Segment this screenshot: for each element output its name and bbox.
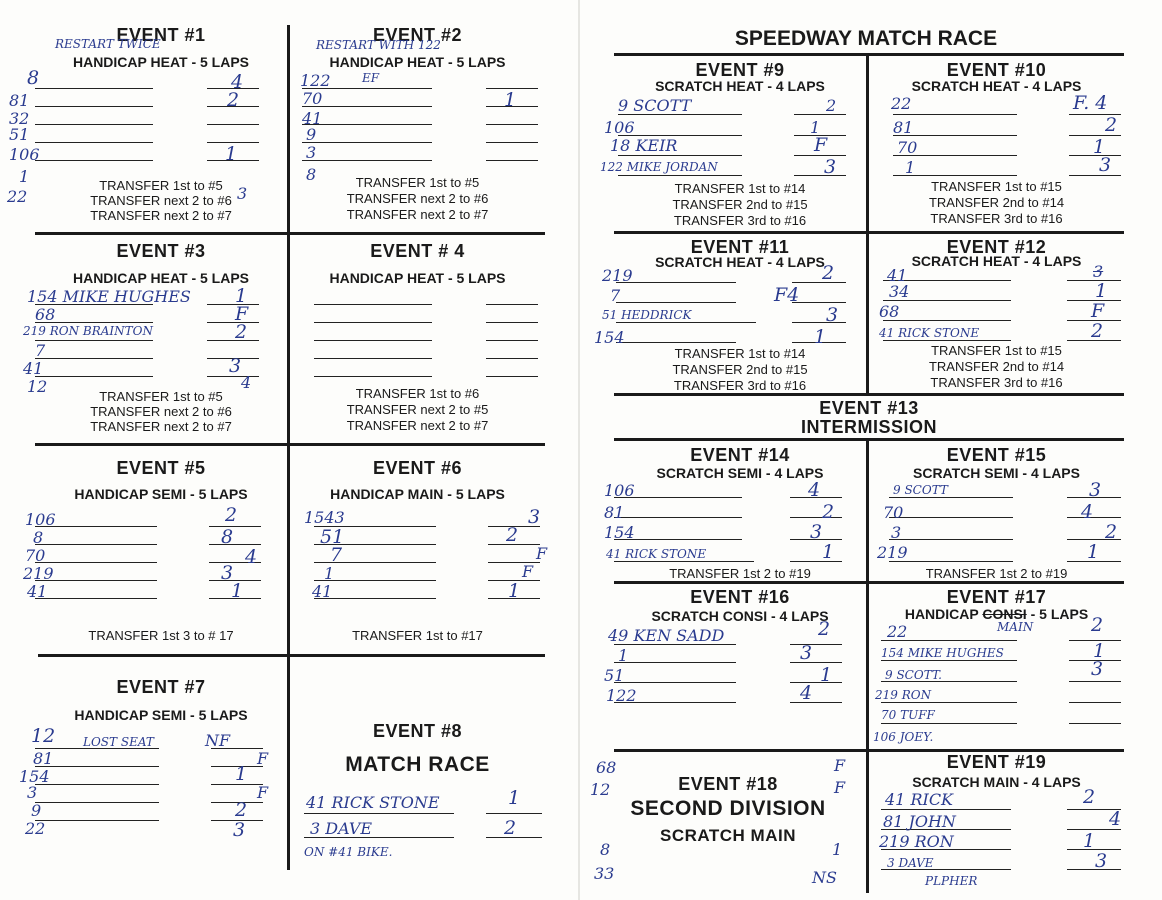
rider-entry: 219 RON BRAINTON (23, 324, 154, 338)
rider-entry: 81 JOHN (883, 812, 956, 831)
event-note: RESTART TWICE (55, 37, 161, 51)
rider-entry: 68 (879, 302, 900, 321)
result-entry: 3 (826, 304, 839, 326)
result-entry: 2 (504, 817, 517, 839)
transfer-line: TRANSFER 1st to #5 (99, 178, 223, 193)
result-entry: 1 (810, 118, 821, 137)
event-subtitle: SECOND DIVISION (630, 797, 826, 820)
event-title: EVENT #15 (946, 445, 1047, 465)
page-fold (578, 0, 580, 900)
event-title: EVENT #8 (372, 721, 463, 741)
result-entry: 3 (810, 521, 823, 543)
rider-entry: 12 (590, 780, 611, 799)
transfer-line: TRANSFER 1st to #5 (99, 389, 223, 404)
transfer-line: TRANSFER 3rd to #16 (673, 378, 807, 393)
result-entry: 2 (235, 799, 248, 821)
event-title: EVENT #6 (372, 458, 463, 478)
result-entry: F (1091, 300, 1105, 322)
result-entry: F. 4 (1073, 92, 1108, 114)
result-entry: 1 (231, 580, 244, 602)
event-subtitle: SCRATCH HEAT - 4 LAPS (655, 78, 825, 94)
result-entry: 2 (1105, 521, 1118, 543)
result-entry: F (814, 134, 828, 156)
rider-entry: 122 (300, 71, 331, 90)
result-entry: 2 (1105, 114, 1118, 136)
rider-entry: 41 RICK STONE (306, 793, 440, 812)
event-title: EVENT #18 (678, 774, 778, 794)
rider-entry: 9 SCOTT (618, 96, 692, 115)
event-subtitle: SCRATCH SEMI - 4 LAPS (656, 465, 824, 481)
rider-entry: 22 (7, 187, 28, 206)
event-subtitle: HANDICAP CONSI - 5 LAPS (904, 606, 1089, 622)
event-title: EVENT #13 (819, 398, 919, 418)
subtitle-correction: MAIN (997, 620, 1034, 634)
event-title: EVENT #1 (116, 25, 206, 45)
result-entry: 3 (824, 156, 837, 178)
result-entry: 2 (227, 89, 240, 111)
transfer-line: TRANSFER next 2 to #7 (346, 418, 489, 433)
event-title: EVENT #2 (372, 25, 463, 45)
result-entry: 1 (822, 541, 835, 563)
rider-entry: 154 MIKE HUGHES (27, 287, 191, 306)
result-entry: 1 (235, 763, 248, 785)
rider-entry: 219 (602, 266, 633, 285)
rider-entry: 9 SCOTT. (885, 668, 942, 682)
event-11 (594, 234, 866, 393)
rider-entry: 7 (35, 341, 46, 360)
rider-entry: 81 (893, 118, 914, 137)
event-2 (290, 25, 545, 232)
event-14 (604, 441, 866, 581)
rider-entry: 106 JOEY. (873, 730, 934, 744)
rider-entry: 219 (877, 543, 908, 562)
rider-entry: 68 (35, 305, 56, 324)
rider-entry: 219 RON (879, 832, 954, 851)
transfer-line: TRANSFER 2nd to #15 (672, 197, 808, 212)
result-entry: 3 (233, 819, 246, 841)
event-subtitle-2: SCRATCH MAIN (659, 826, 796, 845)
result-entry: 1 (225, 143, 238, 165)
result-entry: 2 (822, 262, 835, 284)
rider-entry: 41 (302, 109, 323, 128)
result-entry: 2 (225, 504, 238, 526)
event-title: EVENT #10 (946, 60, 1047, 80)
rider-entry: 9 SCOTT (893, 483, 948, 497)
rider-entry: 22 (891, 94, 912, 113)
transfer-line: TRANSFER 1st 2 to #19 (925, 566, 1068, 581)
transfer-line: TRANSFER 3rd to #16 (930, 211, 1063, 226)
event-subtitle: HANDICAP HEAT - 5 LAPS (329, 54, 506, 70)
event-4 (290, 235, 545, 443)
event-1 (7, 25, 287, 232)
rider-entry: 7 (330, 544, 343, 566)
result-entry: 2 (1091, 320, 1104, 342)
result-entry: 1 (235, 285, 248, 307)
rider-entry: 51 (604, 666, 625, 685)
rider-entry: 154 (594, 328, 625, 347)
event-title: EVENT #19 (946, 752, 1047, 772)
event-note: RESTART WITH 122 (316, 38, 441, 52)
rider-entry: 1 (19, 167, 30, 186)
event-subtitle: HANDICAP SEMI - 5 LAPS (74, 707, 248, 723)
rider-entry: 154 (19, 767, 50, 786)
event-17 (869, 584, 1124, 749)
event-13 (614, 396, 1124, 438)
rider-entry: 3 DAVE (887, 856, 934, 870)
result-entry: 1 (504, 89, 517, 111)
transfer-line: TRANSFER next 2 to #6 (90, 193, 232, 208)
event-subtitle: SCRATCH MAIN - 4 LAPS (912, 774, 1081, 790)
result-entry: 3 (800, 642, 813, 664)
transfer-line: TRANSFER 1st to #17 (352, 628, 483, 643)
result-entry: 2 (818, 618, 831, 640)
event-15 (869, 441, 1124, 581)
result-entry: F (235, 303, 249, 325)
transfer-line: TRANSFER 1st to #6 (355, 386, 480, 401)
transfer-line: TRANSFER next 2 to #7 (346, 207, 489, 222)
result-entry: F (834, 778, 846, 797)
entry-note: EF (362, 71, 380, 85)
result-entry: 2 (1091, 614, 1104, 636)
rider-entry: 49 KEN SADD (608, 626, 725, 645)
event-subtitle: SCRATCH HEAT - 4 LAPS (911, 78, 1082, 94)
rider-entry: 9 (306, 125, 317, 144)
result-entry: 3 (1095, 850, 1108, 872)
rider-entry: 70 (302, 89, 323, 108)
rider-entry: 68 (596, 758, 617, 777)
rider-entry: 122 MIKE JORDAN (600, 160, 718, 174)
rider-entry: 1 (324, 564, 335, 583)
rider-entry: 33 (594, 864, 615, 883)
rider-entry: 1 (618, 646, 629, 665)
result-entry: 4 (245, 546, 258, 568)
rider-entry: 219 RON (875, 688, 932, 702)
rider-entry: 8 (306, 165, 317, 184)
result-entry: 1 (814, 326, 827, 348)
event-16 (604, 584, 866, 749)
result-entry: F (257, 749, 269, 768)
event-title: EVENT #16 (690, 587, 790, 607)
rider-entry: 41 RICK STONE (606, 547, 707, 561)
rider-entry: 32 (9, 109, 30, 128)
rider-entry: 51 HEDDRICK (602, 308, 692, 322)
result-entry: 4 (1109, 808, 1122, 830)
rider-entry: 3 (27, 783, 38, 802)
result-entry: 1 (1083, 830, 1096, 852)
result-entry: 1 (820, 664, 833, 686)
event-10 (869, 56, 1124, 231)
rider-entry: 34 (889, 282, 910, 301)
rider-entry: 106 (25, 510, 56, 529)
rider-entry: 41 RICK STONE (879, 326, 980, 340)
event-title: EVENT #11 (690, 237, 790, 257)
rider-entry: 106 (604, 118, 635, 137)
rider-entry: 70 (25, 546, 46, 565)
result-entry: 4 (800, 682, 813, 704)
transfer-line: TRANSFER 2nd to #15 (672, 362, 808, 377)
event-9 (600, 56, 866, 231)
event-subtitle: MATCH RACE (345, 753, 490, 776)
rider-entry: 41 (23, 359, 44, 378)
result-entry: 3 (229, 355, 242, 377)
rider-entry: 81 (9, 91, 30, 110)
event-subtitle: HANDICAP MAIN - 5 LAPS (330, 486, 505, 502)
rider-entry: 81 (33, 749, 54, 768)
event-subtitle: HANDICAP SEMI - 5 LAPS (74, 486, 248, 502)
transfer-line: TRANSFER next 2 to #5 (346, 402, 489, 417)
result-entry: 2 (235, 321, 248, 343)
event-12 (869, 234, 1124, 393)
result-entry: 3 (1089, 479, 1102, 501)
rider-entry: 9 (31, 801, 42, 820)
result-entry: 1 (508, 580, 521, 602)
result-entry: F (834, 756, 846, 775)
rider-entry: 70 TUFF (881, 708, 935, 722)
result-entry: 1 (1095, 280, 1108, 302)
transfer-line: TRANSFER 1st to #14 (674, 346, 806, 361)
result-entry: 1 (832, 840, 843, 859)
rider-entry: 12 (31, 725, 56, 747)
result-entry: 4 (1081, 501, 1094, 523)
transfer-line: TRANSFER 1st to #14 (674, 181, 806, 196)
transfer-line: TRANSFER 1st to #5 (355, 175, 480, 190)
event-subtitle: INTERMISSION (800, 417, 937, 437)
result-entry: 2 (822, 501, 835, 523)
transfer-line: TRANSFER next 2 to #6 (346, 191, 489, 206)
rider-entry: 81 (604, 503, 625, 522)
event-subtitle: SCRATCH CONSI - 4 LAPS (651, 608, 829, 624)
event-subtitle: HANDICAP HEAT - 5 LAPS (72, 54, 250, 70)
event-3 (23, 235, 287, 443)
event-title: EVENT #7 (116, 677, 206, 697)
result-entry: F (257, 783, 269, 802)
transfer-line: TRANSFER 1st 3 to # 17 (88, 628, 234, 643)
rider-entry: 3 (306, 143, 317, 162)
event-title: EVENT #17 (946, 587, 1047, 607)
transfer-line: TRANSFER next 2 to #7 (90, 208, 232, 223)
rider-entry: 219 (23, 564, 54, 583)
result-entry: 1 (1093, 640, 1106, 662)
rider-entry: 51 (320, 526, 345, 548)
event-title: EVENT # 4 (370, 241, 465, 261)
rider-entry: 70 (897, 138, 918, 157)
event-8 (290, 657, 545, 870)
rider-entry: 22 (887, 622, 908, 641)
result-entry: NS (812, 868, 837, 887)
event-title: EVENT #12 (946, 237, 1047, 257)
result-entry: 3 (1099, 154, 1112, 176)
transfer-line: TRANSFER 3rd to #16 (930, 375, 1063, 390)
event-subtitle: SCRATCH HEAT - 4 LAPS (655, 254, 825, 270)
result-entry: 4 (808, 479, 821, 501)
rider-entry: 154 (604, 523, 635, 542)
rider-entry: 154 MIKE HUGHES (881, 646, 1004, 660)
result-entry: F4 (774, 284, 800, 306)
transfer-line: TRANSFER 1st 2 to #19 (669, 566, 811, 581)
result-entry: 3 (237, 184, 248, 203)
rider-entry: 41 RICK (885, 790, 954, 809)
event-subtitle: SCRATCH HEAT - 4 LAPS (911, 253, 1082, 269)
event-18 (590, 752, 866, 892)
rider-note: LOST SEAT (83, 735, 154, 749)
transfer-line: TRANSFER 3rd to #16 (673, 213, 807, 228)
result-entry: 3 (221, 562, 234, 584)
result-entry: F (536, 544, 548, 563)
event-title: EVENT #14 (690, 445, 790, 465)
rider-entry: 1 (905, 158, 916, 177)
rider-entry: 51 (9, 125, 30, 144)
event-note: PLPHER (925, 874, 978, 888)
result-entry: 1 (1087, 541, 1100, 563)
result-entry: NF (205, 731, 231, 750)
rider-entry: 122 (606, 686, 637, 705)
event-5 (23, 446, 287, 654)
event-title: EVENT #9 (695, 60, 785, 80)
rider-entry: 41 (312, 582, 333, 601)
event-title: EVENT #3 (116, 241, 206, 261)
rider-entry: 106 (604, 481, 635, 500)
rider-entry: 18 KEIR (610, 136, 678, 155)
result-entry: 1 (508, 787, 521, 809)
rider-entry: 8 (33, 528, 44, 547)
rider-entry: 3 DAVE (310, 819, 373, 838)
event-title: EVENT #5 (116, 458, 206, 478)
transfer-line: TRANSFER 2nd to #14 (928, 195, 1065, 210)
rider-entry: 70 (883, 503, 904, 522)
page-header: SPEEDWAY MATCH RACE (734, 27, 998, 50)
rider-entry: 7 (610, 286, 621, 305)
result-entry: 8 (221, 526, 234, 548)
rider-entry: 12 (27, 377, 48, 396)
result-entry: 2 (826, 96, 837, 115)
rider-entry: 41 (887, 266, 908, 285)
rider-entry: 8 (600, 840, 611, 859)
result-entry: 3 (1093, 262, 1104, 281)
rider-entry: 1543 (304, 508, 345, 527)
rider-entry: 106 (9, 145, 40, 164)
event-7 (19, 657, 287, 870)
rider-entry: 3 (891, 523, 902, 542)
result-entry: 4 (241, 373, 252, 392)
result-entry: 1 (1093, 136, 1106, 158)
event-19 (869, 752, 1124, 892)
result-entry: 3 (528, 506, 541, 528)
result-entry: 2 (1083, 786, 1096, 808)
event-note: ON #41 BIKE. (304, 845, 393, 859)
transfer-line: TRANSFER 1st to #15 (931, 179, 1062, 194)
result-entry: 3 (1091, 658, 1104, 680)
rider-entry: 22 (25, 819, 46, 838)
transfer-line: TRANSFER next 2 to #6 (90, 404, 232, 419)
result-entry: 2 (506, 524, 519, 546)
rider-entry: 8 (27, 67, 40, 89)
result-entry: 4 (231, 71, 244, 93)
result-entry: F (522, 562, 534, 581)
transfer-line: TRANSFER 2nd to #14 (928, 359, 1065, 374)
event-subtitle: SCRATCH SEMI - 4 LAPS (913, 465, 1080, 481)
event-6 (290, 446, 548, 654)
transfer-line: TRANSFER 1st to #15 (931, 343, 1062, 358)
transfer-line: TRANSFER next 2 to #7 (90, 419, 232, 434)
event-subtitle: HANDICAP HEAT - 5 LAPS (72, 270, 250, 286)
rider-entry: 41 (27, 582, 48, 601)
event-subtitle: HANDICAP HEAT - 5 LAPS (329, 270, 506, 286)
